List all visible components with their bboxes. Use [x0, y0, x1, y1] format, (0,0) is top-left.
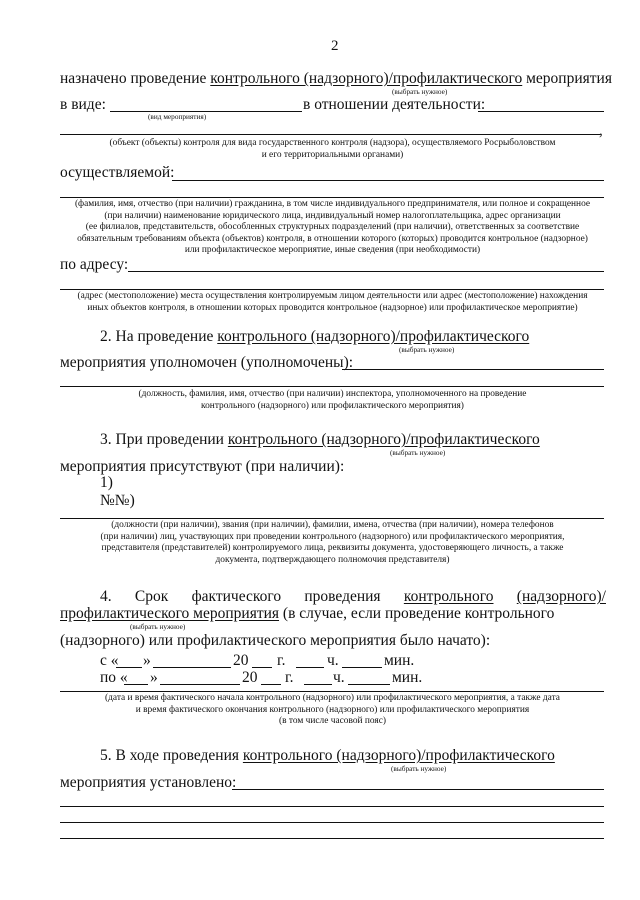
page-number: 2 — [331, 38, 339, 54]
persons-hint: (должности (при наличии), звания (при наличии), фамилии, имена, отчества (при наличии), номера телефонов (при наличии) лиц, участвующих при проведении контрольного (надзорного) или профилактического мероприятия, представителя (представителей) контролируемого лица, реквизиты документа, удостоверяющего личность, а также документа, подтверждающего полномочия представителя) — [100, 520, 565, 565]
comma: , — [599, 123, 603, 139]
intro-prefix: назначено проведение — [60, 70, 211, 87]
address-label: по адресу: — [60, 256, 129, 273]
from-minute-suffix: мин. — [384, 652, 415, 669]
present-field[interactable] — [60, 518, 604, 519]
to-year-field[interactable] — [261, 684, 281, 685]
to-year-suffix: г. — [285, 669, 294, 686]
to-year-prefix: 20 — [242, 669, 258, 686]
present-item-1: 1) — [100, 474, 113, 491]
person-hint: (фамилия, имя, отчество (при наличии) гражданина, в том числе индивидуального предпринимателя, или полное и сокращенное (при наличии) наименование юридического лица, индивидуальный номер налогоплательщика, адрес организации (ее филиалов, представительств, обособленных структурных подразделений (при наличии), ответственных за соответствие обязательным требованиям объекта (объектов) контроля, в отношении которого (которых) проводится контрольное (надзорное) или профилактическое мероприятие, иные сведения (при необходимости) — [74, 199, 591, 255]
established-field-3[interactable] — [60, 822, 604, 823]
object-field[interactable] — [60, 134, 600, 135]
control-word-selector[interactable]: контрольного — [403, 588, 494, 605]
section-2-heading: 2. На проведение контрольного (надзорного)/профилактического — [100, 328, 530, 345]
performer-field[interactable] — [172, 180, 604, 181]
control-type-selector[interactable]: контрольного (надзорного)/профилактического — [210, 70, 523, 87]
kind-label: в виде: — [60, 96, 106, 113]
time-separator-line — [60, 691, 604, 692]
performer-label: осуществляемой: — [60, 164, 175, 181]
to-minute-suffix: мин. — [392, 669, 423, 686]
to-hour-field[interactable] — [304, 684, 332, 685]
from-quote: » — [143, 652, 151, 669]
authorized-field-2[interactable] — [60, 386, 604, 387]
address-field-2[interactable] — [60, 289, 604, 290]
intro-suffix: мероприятия — [522, 70, 612, 87]
choose-hint-2: (выбрать нужное) — [399, 345, 455, 354]
control-type-selector-5[interactable]: контрольного (надзорного)/профилактического — [242, 747, 555, 764]
established-field-2[interactable] — [60, 806, 604, 807]
preventive-selector[interactable]: профилактического мероприятия — [60, 605, 280, 622]
to-minute-field[interactable] — [348, 684, 390, 685]
object-hint: (объект (объекты) контроля для вида государственного контроля (надзора), осуществляемого Росрыболовством и его территориальными органами) — [109, 138, 556, 160]
section-5-heading: 5. В ходе проведения контрольного (надзорного)/профилактического — [100, 747, 555, 764]
from-minute-field[interactable] — [342, 667, 382, 668]
control-type-selector-2[interactable]: контрольного (надзорного)/профилактического — [217, 328, 530, 345]
established-field-4[interactable] — [60, 838, 604, 839]
from-month-field[interactable] — [153, 667, 231, 668]
established-label: мероприятия установлено: — [60, 774, 237, 791]
authorized-field[interactable] — [342, 369, 604, 370]
from-year-prefix: 20 — [233, 652, 249, 669]
from-day-field[interactable] — [116, 667, 142, 668]
choose-hint: (выбрать нужное) — [392, 87, 448, 96]
inspector-hint: (должность, фамилия, имя, отчество (при наличии) инспектора, уполномоченного на проведение контрольного (надзорного) или профилактического мероприятия) — [138, 389, 527, 411]
kind-hint: (вид мероприятия) — [148, 112, 207, 121]
section-4-line-1: 4. Срок фактического проведения контрольного (надзорного)/ — [100, 588, 606, 605]
from-hour-field[interactable] — [296, 667, 324, 668]
to-day-field[interactable] — [124, 684, 148, 685]
section-3-heading: 3. При проведении контрольного (надзорного)/профилактического — [100, 431, 540, 448]
choose-hint-4: (выбрать нужное) — [130, 622, 186, 631]
present-item-2: №№) — [100, 492, 135, 509]
choose-hint-5: (выбрать нужное) — [391, 764, 447, 773]
address-hint: (адрес (местоположение) места осуществления контролируемым лицом деятельности или адрес (местоположение) нахождения иных объектов контроля, в отношении которых проводится контрольное (надзорное) или профилактическое мероприятие) — [77, 291, 588, 313]
from-hour-suffix: ч. — [327, 652, 339, 669]
to-quote: » — [150, 669, 158, 686]
activity-field[interactable] — [478, 111, 604, 112]
from-year-suffix: г. — [277, 652, 286, 669]
section-4-line-2: профилактического мероприятия (в случае, если проведение контрольного — [60, 605, 555, 622]
choose-hint-3: (выбрать нужное) — [390, 448, 446, 457]
from-prefix: с « — [100, 652, 119, 669]
supervisory-word-selector[interactable]: (надзорного)/ — [516, 588, 606, 605]
to-month-field[interactable] — [160, 684, 240, 685]
activity-label: в отношении деятельности: — [303, 96, 486, 113]
performer-field-2[interactable] — [60, 197, 604, 198]
present-label: мероприятия присутствуют (при наличии): — [60, 458, 345, 475]
to-hour-suffix: ч. — [333, 669, 345, 686]
intro-line-1 — [60, 70, 612, 88]
established-field[interactable] — [232, 789, 604, 790]
to-prefix: по « — [100, 669, 128, 686]
time-hint: (дата и время фактического начала контрольного (надзорного) или профилактического мероприятия, а также дата и время фактического окончания контрольного (надзорного) или профилактического мероприятия (в том числе часовой пояс) — [105, 693, 560, 726]
section-4-line-3: (надзорного) или профилактического мероприятия было начато): — [60, 632, 491, 649]
from-year-field[interactable] — [252, 667, 272, 668]
address-field[interactable] — [128, 271, 604, 272]
authorized-label: мероприятия уполномочен (уполномочены): — [60, 354, 354, 371]
control-type-selector-3[interactable]: контрольного (надзорного)/профилактического — [227, 431, 540, 448]
